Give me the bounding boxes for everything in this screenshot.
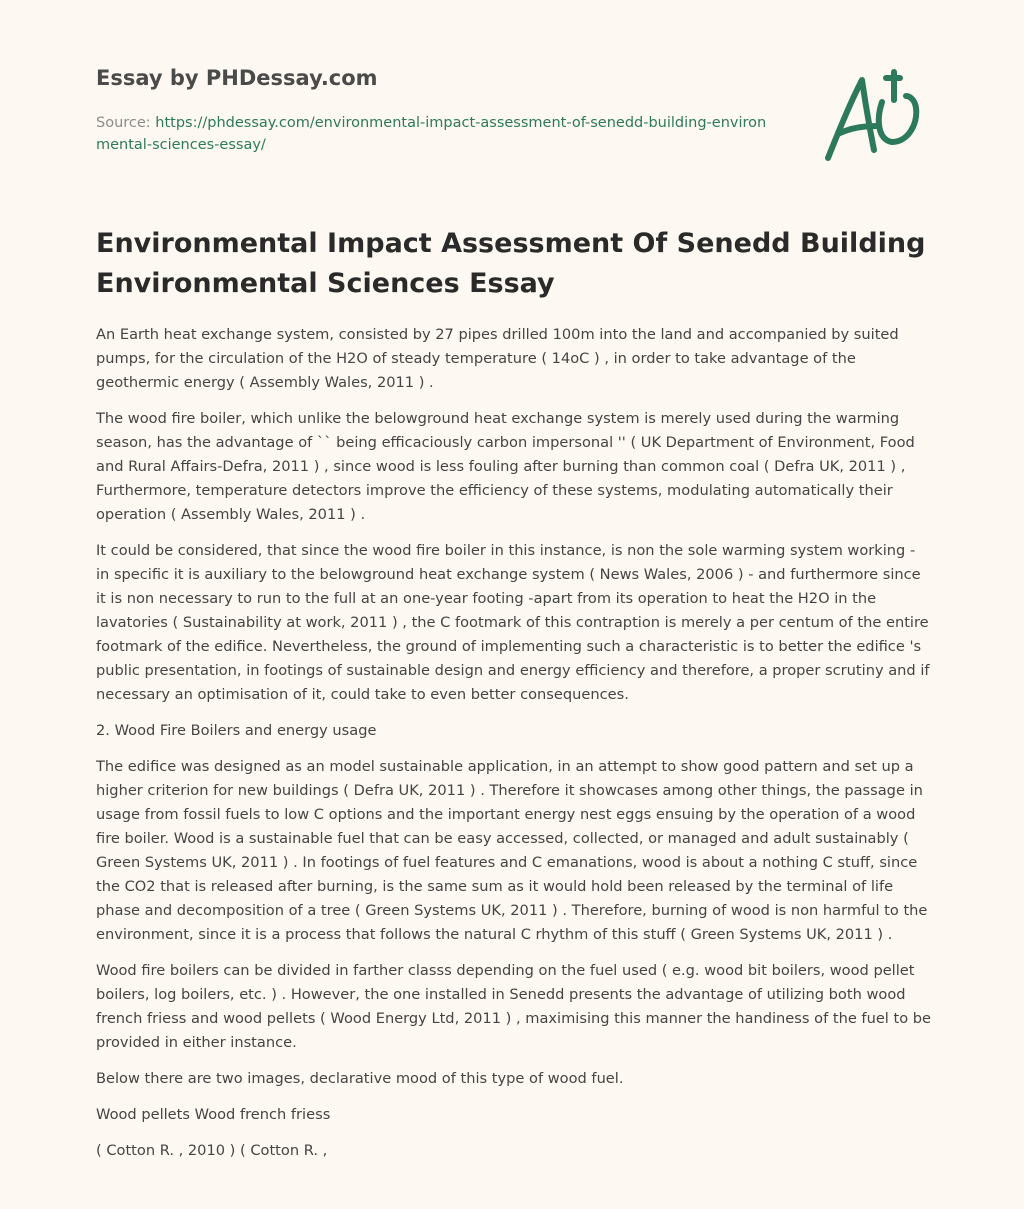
a-plus-logo-icon (816, 68, 928, 168)
site-title: Essay by PHDessay.com (96, 66, 378, 90)
image-captions: Wood pellets Wood french friess (96, 1106, 331, 1123)
section-heading: 2. Wood Fire Boilers and energy usage (96, 722, 377, 739)
essay-body (96, 323, 932, 1175)
source-label: Source: (96, 115, 156, 131)
source-link[interactable]: https://phdessay.com/environmental-impact-assessment-of-senedd-building-environmental-sciences-essay/ (96, 115, 767, 153)
paragraph: Wood fire boilers can be divided in farther classs depending on the fuel used ( e.g. wood bit boilers, wood pellet boilers, log boilers, etc. ) . However, the one installed in Senedd presents the advantage of utilizing both wood french friess and wood pellets ( Wood Energy Ltd, 2011 ) , maximising this manner the handiness of the fuel to be provided in either instance. (96, 962, 932, 1051)
essay-title: Environmental Impact Assessment Of Senedd Building Environmental Sciences Essay (96, 228, 926, 299)
image-citations: ( Cotton R. , 2010 ) ( Cotton R. , (96, 1142, 328, 1159)
source-line (96, 112, 776, 156)
paragraph: An Earth heat exchange system, consisted by 27 pipes drilled 100m into the land and accompanied by suited pumps, for the circulation of the H2O of steady temperature ( 14oC ) , in order to take advantage of the geothermic energy ( Assembly Wales, 2011 ) . (96, 326, 899, 391)
paragraph: It could be considered, that since the wood fire boiler in this instance, is non the sole warming system working - in specific it is auxiliary to the belowground heat exchange system ( News Wales, 2006 ) - and furthermore since it is non necessary to run to the full at an one-year footing -apart from its operation to heat the H2O in the lavatories ( Sustainability at work, 2011 ) , the C footmark of this contraption is merely a per centum of the entire footmark of the edifice. Nevertheless, the ground of implementing such a characteristic is to better the edifice 's public presentation, in footings of sustainable design and energy efficiency and therefore, a proper scrutiny and if necessary an optimisation of it, could take to even better consequences. (96, 542, 930, 703)
paragraph: The edifice was designed as an model sustainable application, in an attempt to show good pattern and set up a higher criterion for new buildings ( Defra UK, 2011 ) . Therefore it showcases among other things, the passage in usage from fossil fuels to low C options and the important energy nest eggs ensuing by the operation of a wood fire boiler. Wood is a sustainable fuel that can be easy accessed, collected, or managed and adult sustainably ( Green Systems UK, 2011 ) . In footings of fuel features and C emanations, wood is about a nothing C stuff, since the CO2 that is released after burning, is the same sum as it would hold been released by the terminal of life phase and decomposition of a tree ( Green Systems UK, 2011 ) . Therefore, burning of wood is non harmful to the environment, since it is a process that follows the natural C rhythm of this stuff ( Green Systems UK, 2011 ) . (96, 758, 928, 943)
paragraph: The wood fire boiler, which unlike the belowground heat exchange system is merely used during the warming season, has the advantage of `` being efficaciously carbon impersonal '' ( UK Department of Environment, Food and Rural Affairs-Defra, 2011 ) , since wood is less fouling after burning than common coal ( Defra UK, 2011 ) , Furthermore, temperature detectors improve the efficiency of these systems, modulating automatically their operation ( Assembly Wales, 2011 ) . (96, 410, 915, 523)
paragraph: Below there are two images, declarative mood of this type of wood fuel. (96, 1070, 624, 1087)
